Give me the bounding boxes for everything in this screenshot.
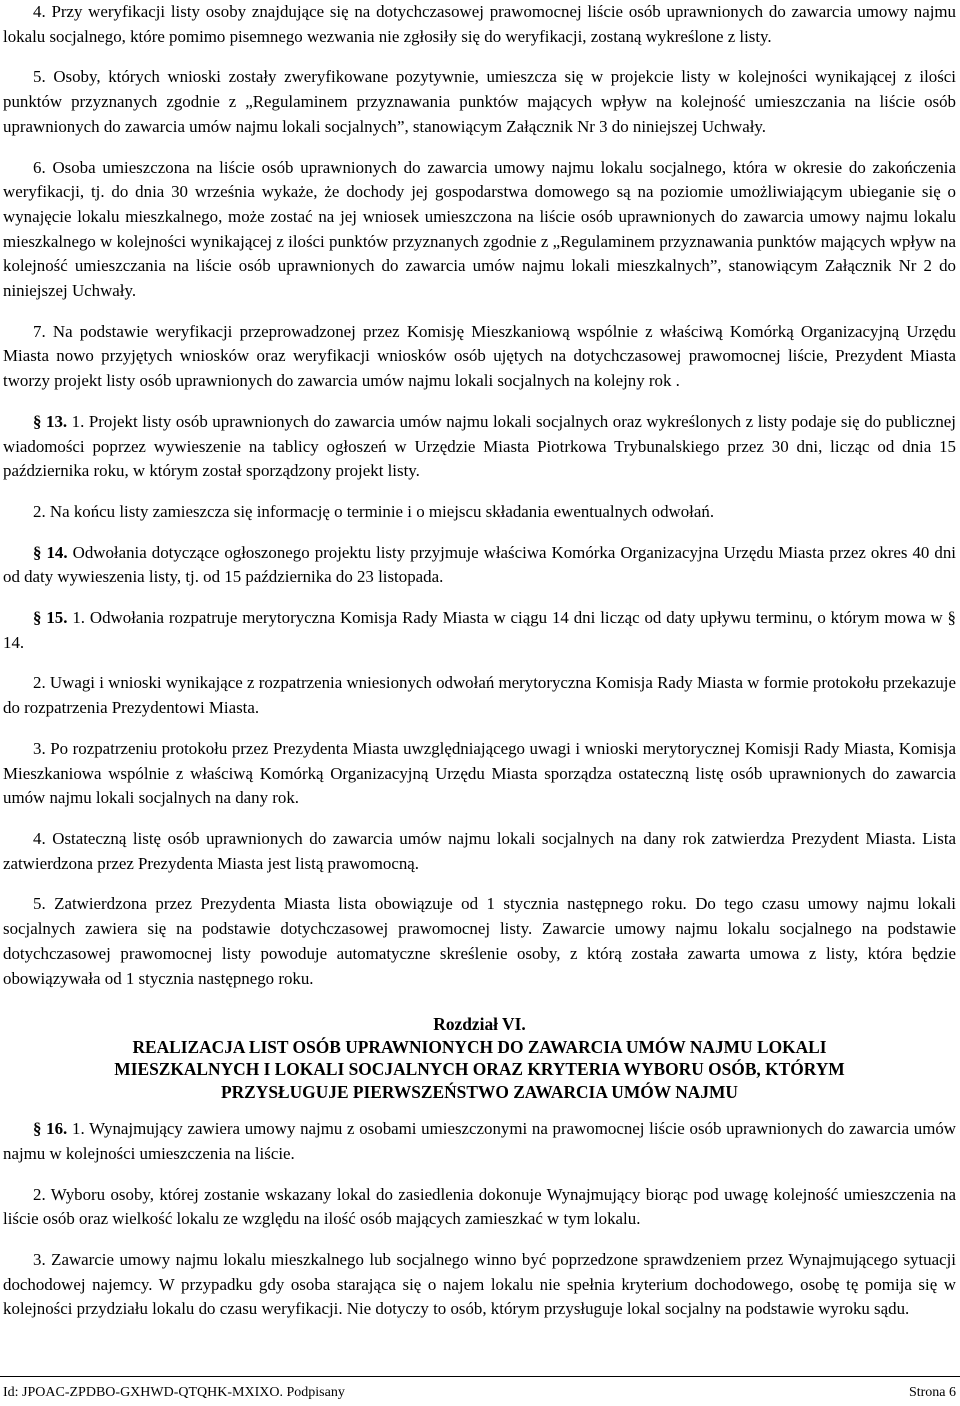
item-number: 7. [33,321,46,341]
chapter-heading-line-2: MIESZKALNYCH I LOKALI SOCJALNYCH ORAZ KRYTERIA WYBORU OSÓB, KTÓRYM [114,1059,845,1080]
paragraph-text: Wynajmujący zawiera umowy najmu z osobami umieszczonymi na prawomocnej liście osób uprawnionych do zawarcia umów najmu w kolejności umieszczenia na liście. [3,1119,956,1163]
paragraph-text: Po rozpatrzeniu protokołu przez Prezydenta Miasta uwzględniającego uwagi i wnioski merytorycznej Komisji Rady Miasta, Komisja Mieszkaniowa wspólnie z właściwą Komórką Organizacyjną Urzędu Miasta sporządza ostateczną listę osób uprawnionych do zawarcia umów najmu lokali socjalnych na dany rok. [3,738,956,808]
item-number: 5. [33,67,46,87]
item-number: 1. [71,411,85,431]
document-page [3,0,956,1322]
section-number: § 15. [33,608,68,628]
paragraph-15-2 [3,671,956,720]
item-number: 2. [33,673,46,693]
item-number: 1. [72,608,86,628]
section-number: § 16. [33,1119,68,1139]
paragraph-text: Uwagi i wnioski wynikające z rozpatrzenia wniesionych odwołań merytoryczna Komisja Rady Miasta w formie protokołu przekazuje do rozpatrzenia Prezydentowi Miasta. [3,673,956,718]
paragraph-text: Odwołania rozpatruje merytoryczna Komisja Rady Miasta w ciągu 14 dni licząc od daty upływu terminu, o którym mowa w § 14. [3,608,957,652]
paragraph-text: Osoba umieszczona na liście osób uprawnionych do zawarcia umowy najmu lokalu socjalnego, która w okresie do zakończenia weryfikacji, tj. do dnia 30 września wykaże, że dochody jej gospodarstwa domowego są na poziomie umożliwiającym ubieganie się o wynajęcie lokalu mieszkalnego, może zostać na jej wniosek umieszczona na liście osób uprawnionych do zawarcia umowy najmu lokalu mieszkalnego w kolejności wynikającej z ilości punktów przyznanych zgodnie z „Regulaminem przyznawania punktów mających wpływ na kolejność umieszczania na liście osób uprawnionych do zawarcia umów najmu lokali mieszkalnych”, stanowiącym Załącznik Nr 2 do niniejszej Uchwały. [3,157,956,301]
item-number: 3. [33,738,46,758]
paragraph-16-3 [3,1248,956,1322]
item-number: 4. [33,828,46,848]
footer-divider [0,1376,960,1377]
item-number: 2. [33,1184,46,1204]
item-number: 3. [33,1250,46,1270]
section-number-value: 16. [46,1119,68,1139]
section-number-value: 15. [46,608,68,628]
paragraph-text: Zawarcie umowy najmu lokalu mieszkalnego lub socjalnego winno być poprzedzone sprawdzeniem przez Wynajmującego sytuacji dochodowej najemcy. W przypadku gdy osoba starająca się o najem lokalu nie spełnia kryterium dochodowego, osobę tę pomija się w kolejności przydziału lokalu do czasu weryfikacji. Nie dotyczy to osób, którym przysługuje lokal socjalny na podstawie wyroku sądu. [3,1250,956,1319]
paragraph-text: Zatwierdzona przez Prezydenta Miasta lista obowiązuje od 1 stycznia następnego roku. Do tego czasu umowy najmu lokali socjalnych zawiera się na podstawie dotychczasowej prawomocnej listy. Zawarcie umowy najmu lokalu socjalnego na podstawie dotychczasowej prawomocnej listy powoduje automatyczne skreślenie osoby, z którą została zawarta umowa z listy, która będzie obowiązywała od 1 stycznia następnego roku. [3,894,956,988]
paragraph-12-5 [3,65,956,139]
paragraph-12-4 [3,0,956,49]
paragraph-text: Ostateczną listę osób uprawnionych do zawarcia umów najmu lokali socjalnych na dany rok zatwierdza Prezydent Miasta. Lista zatwierdzona przez Prezydenta Miasta jest listą prawomocną. [3,828,957,873]
section-number: § 13. [33,411,68,431]
document-id: Id: JPOAC-ZPDBO-GXHWD-QTQHK-MXIXO. Podpisany [3,1385,345,1400]
section-number-value: 13. [46,411,68,431]
section-number-value: 14. [46,542,68,562]
paragraph-text: Wyboru osoby, której zostanie wskazany lokal do zasiedlenia dokonuje Wynajmujący biorąc pod uwagę kolejność umieszczenia na liście osób oraz wielkość lokalu ze względu na ilość osób mających zamieszkać w tym lokalu. [3,1184,956,1229]
paragraph-14 [3,541,956,590]
paragraph-16-1 [3,1117,956,1166]
paragraph-text: Osoby, których wnioski zostały zweryfikowane pozytywnie, umieszcza się w projekcie listy w kolejności wynikającej z ilości punktów przyznanych zgodnie z „Regulaminem przyznawania punktów mających wpływ na kolejność umieszczania na liście osób uprawnionych do zawarcia umów najmu lokali socjalnych”, stanowiącym Załącznik Nr 3 do niniejszej Uchwały. [3,67,956,136]
paragraph-text: Przy weryfikacji listy osoby znajdujące się na dotychczasowej prawomocnej liście osób uprawnionych do zawarcia umowy najmu lokalu socjalnego, które pomimo pisemnego wezwania nie zgłosiły się do weryfikacji, zostaną wykreślone z listy. [3,2,956,46]
paragraph-13-1 [3,410,956,484]
paragraph-15-4 [3,827,956,876]
paragraph-text: Na podstawie weryfikacji przeprowadzonej przez Komisję Mieszkaniową wspólnie z właściwą Komórką Organizacyjną Urzędu Miasta nowo przyjętych wniosków oraz weryfikacji wniosków osób ujętych na dotychczasowej prawomocnej liście, Prezydent Miasta tworzy projekt listy osób uprawnionych do zawarcia umów najmu lokali socjalnych na kolejny rok . [3,321,956,391]
paragraph-13-2 [3,500,956,525]
paragraph-15-1 [3,606,956,655]
page-number: Strona 6 [908,1385,956,1400]
item-number: 5. [33,894,46,914]
item-number: 2. [33,501,46,521]
paragraph-12-7 [3,320,956,394]
item-number: 4. [33,2,46,21]
paragraph-text: Odwołania dotyczące ogłoszonego projektu listy przyjmuje właściwa Komórka Organizacyjna Urzędu Miasta przez okres 40 dni od daty wywieszenia listy, tj. od 15 października do 23 listopada. [3,542,956,587]
item-number: 6. [33,157,46,177]
chapter-heading-line-3: PRZYSŁUGUJE PIERWSZEŃSTWO ZAWARCIA UMÓW NAJMU [221,1081,738,1102]
paragraph-15-3 [3,737,956,811]
item-number: 1. [72,1119,85,1139]
paragraph-text: Projekt listy osób uprawnionych do zawarcia umów najmu lokali socjalnych oraz wykreślonych z listy podaje się do publicznej wiadomości poprzez wywieszenie na tablicy ogłoszeń w Urzędzie Miasta Piotrkowa Trybunalskiego przez 30 dni, licząc od dnia 15 października roku, w którym został sporządzony projekt listy. [3,411,956,481]
chapter-heading-line-1: REALIZACJA LIST OSÓB UPRAWNIONYCH DO ZAWARCIA UMÓW NAJMU LOKALI [132,1036,827,1057]
section-number: § 14. [33,542,68,562]
paragraph-text: Na końcu listy zamieszcza się informację o terminie i o miejscu składania ewentualnych odwołań. [49,501,715,521]
paragraph-15-5 [3,892,956,991]
paragraph-12-6 [3,156,956,304]
chapter-label: Rozdział VI. [433,1014,526,1035]
paragraph-16-2 [3,1183,956,1232]
